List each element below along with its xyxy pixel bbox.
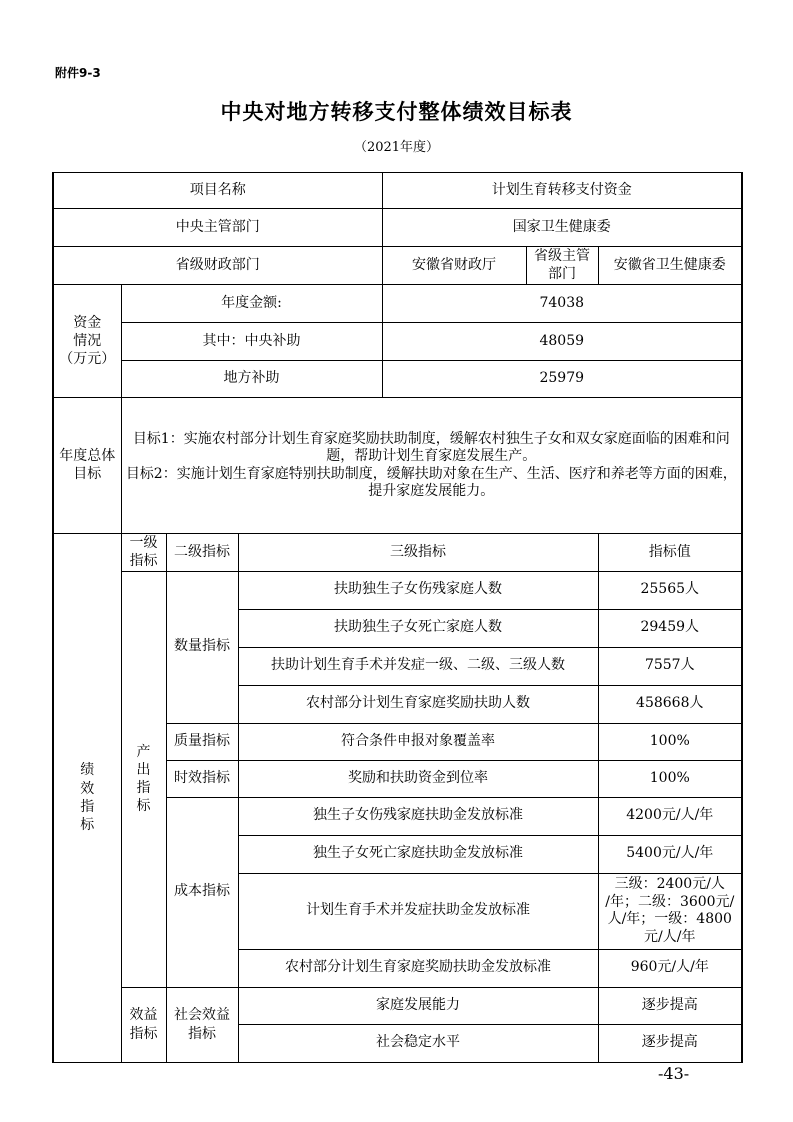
indicator-value: 29459人 bbox=[598, 609, 742, 647]
table-row bbox=[53, 323, 742, 361]
cost-indicator-label: 成本指标 bbox=[166, 797, 238, 987]
page-title: 中央对地方转移支付整体绩效目标表 bbox=[220, 100, 573, 124]
performance-indicator-label: 绩 效 指 标 bbox=[53, 534, 121, 1063]
indicator-value: 458668人 bbox=[598, 685, 742, 723]
indicator-value: 5400元/人/年 bbox=[598, 835, 742, 873]
funding-label: 资金 情况 （万元） bbox=[53, 285, 121, 398]
indicator-value: 逐步提高 bbox=[598, 1024, 742, 1062]
benefit-indicator-label: 效益 指标 bbox=[121, 987, 166, 1062]
indicator-value: 4200元/人/年 bbox=[598, 797, 742, 835]
indicator-value: 960元/人/年 bbox=[598, 949, 742, 987]
indicator-name: 奖励和扶助资金到位率 bbox=[238, 760, 598, 797]
table-row bbox=[53, 209, 742, 247]
overall-goal-text bbox=[121, 398, 742, 534]
project-name-value: 计划生育转移支付资金 bbox=[382, 173, 742, 209]
table-row bbox=[53, 398, 742, 534]
value-header: 指标值 bbox=[598, 534, 742, 572]
level2-header: 二级指标 bbox=[166, 534, 238, 572]
output-indicator-label: 产 出 指 标 bbox=[121, 571, 166, 987]
indicator-name: 扶助独生子女伤残家庭人数 bbox=[238, 571, 598, 609]
performance-goal-table bbox=[52, 172, 743, 1063]
local-subsidy-value: 25979 bbox=[382, 361, 742, 398]
indicator-value: 25565人 bbox=[598, 571, 742, 609]
central-dept-label: 中央主管部门 bbox=[53, 209, 382, 247]
provincial-dept-label: 省级主管部门 bbox=[526, 247, 598, 285]
provincial-dept-value: 安徽省卫生健康委 bbox=[598, 247, 742, 285]
annual-amount-label: 年度金额: bbox=[121, 285, 382, 323]
table-row bbox=[53, 247, 742, 285]
central-dept-value: 国家卫生健康委 bbox=[382, 209, 742, 247]
local-subsidy-label: 地方补助 bbox=[121, 361, 382, 398]
indicator-name: 扶助计划生育手术并发症一级、二级、三级人数 bbox=[238, 647, 598, 685]
quantity-indicator-label: 数量指标 bbox=[166, 571, 238, 723]
provincial-finance-label: 省级财政部门 bbox=[53, 247, 382, 285]
indicator-name: 家庭发展能力 bbox=[238, 987, 598, 1024]
indicator-name: 独生子女死亡家庭扶助金发放标准 bbox=[238, 835, 598, 873]
table-header-row bbox=[53, 534, 742, 572]
indicator-value: 逐步提高 bbox=[598, 987, 742, 1024]
overall-goal-label: 年度总体 目标 bbox=[53, 398, 121, 534]
annual-amount-value: 74038 bbox=[382, 285, 742, 323]
social-benefit-indicator-label: 社会效益 指标 bbox=[166, 987, 238, 1062]
table-row bbox=[53, 285, 742, 323]
level1-header: 一级 指标 bbox=[121, 534, 166, 572]
attachment-label: 附件9-3 bbox=[55, 66, 101, 80]
central-subsidy-label: 其中：中央补助 bbox=[121, 323, 382, 361]
level3-header: 三级指标 bbox=[238, 534, 598, 572]
indicator-name: 扶助独生子女死亡家庭人数 bbox=[238, 609, 598, 647]
indicator-name: 社会稳定水平 bbox=[238, 1024, 598, 1062]
table-row bbox=[53, 361, 742, 398]
central-subsidy-value: 48059 bbox=[382, 323, 742, 361]
indicator-name: 计划生育手术并发症扶助金发放标准 bbox=[238, 873, 598, 949]
project-name-label: 项目名称 bbox=[53, 173, 382, 209]
indicator-name: 符合条件申报对象覆盖率 bbox=[238, 723, 598, 760]
table-row bbox=[53, 571, 742, 609]
indicator-value: 7557人 bbox=[598, 647, 742, 685]
provincial-finance-value: 安徽省财政厅 bbox=[382, 247, 526, 285]
indicator-value: 100% bbox=[598, 723, 742, 760]
indicator-name: 农村部分计划生育家庭奖励扶助金发放标准 bbox=[238, 949, 598, 987]
indicator-name: 独生子女伤残家庭扶助金发放标准 bbox=[238, 797, 598, 835]
indicator-name: 农村部分计划生育家庭奖励扶助人数 bbox=[238, 685, 598, 723]
page-number: -43- bbox=[658, 1064, 690, 1083]
quality-indicator-label: 质量指标 bbox=[166, 723, 238, 760]
indicator-value: 100% bbox=[598, 760, 742, 797]
goal-2: 目标2：实施计划生育家庭特别扶助制度，缓解扶助对象在生产、生活、医疗和养老等方面的困难，提升家庭发展能力。 bbox=[125, 465, 737, 499]
year-label: （2021年度） bbox=[353, 140, 440, 155]
table-row bbox=[53, 173, 742, 209]
goal-1: 目标1：实施农村部分计划生育家庭奖励扶助制度，缓解农村独生子女和双女家庭面临的困难和问题，帮助计划生育家庭发展生产。 bbox=[132, 430, 730, 464]
table-row bbox=[53, 987, 742, 1024]
timeliness-indicator-label: 时效指标 bbox=[166, 760, 238, 797]
indicator-value: 三级：2400元/人 /年；二级：3600元/ 人/年；一级：4800 元/人/年 bbox=[598, 873, 742, 949]
